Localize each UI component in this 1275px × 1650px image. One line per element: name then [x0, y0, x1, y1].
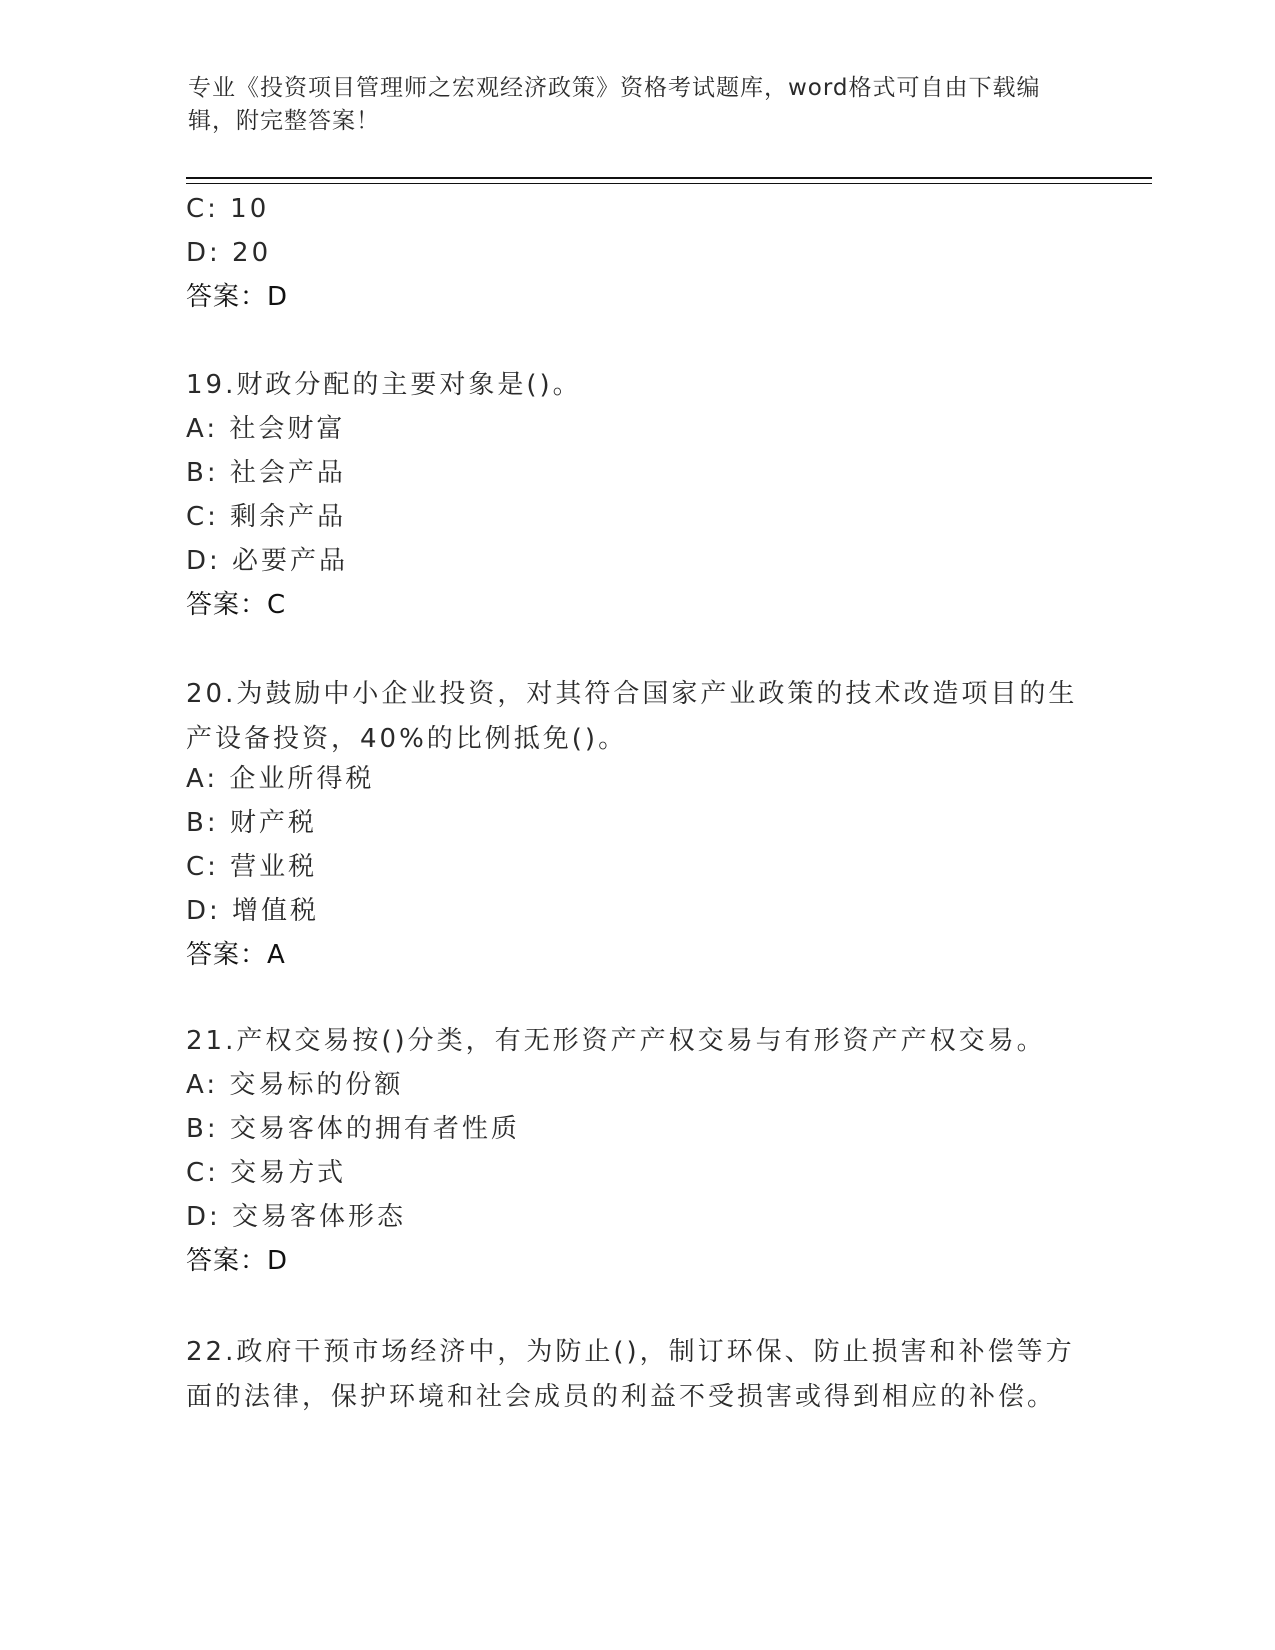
- q19-option-b: B: 社会产品: [186, 458, 346, 488]
- q18-option-c: C: 10: [186, 194, 270, 224]
- q21-stem: 21.产权交易按()分类，有无形资产产权交易与有形资产产权交易。: [186, 1026, 1046, 1056]
- q21-answer: 答案：D: [186, 1246, 289, 1276]
- q20-option-b: B: 财产税: [186, 808, 317, 838]
- q21-option-d: D: 交易客体形态: [186, 1202, 407, 1232]
- q19-option-d: D: 必要产品: [186, 546, 349, 576]
- header-divider-thin: [186, 183, 1152, 184]
- q19-stem: 19.财政分配的主要对象是()。: [186, 370, 582, 400]
- q20-option-d: D: 增值税: [186, 896, 320, 926]
- q19-option-c: C: 剩余产品: [186, 502, 347, 532]
- header-divider-thick: [186, 177, 1152, 179]
- q20-answer: 答案：A: [186, 940, 286, 970]
- q20-stem: 20.为鼓励中小企业投资，对其符合国家产业政策的技术改造项目的生产设备投资，40%的比例抵免()。: [186, 679, 1078, 754]
- document-header: 专业《投资项目管理师之宏观经济政策》资格考试题库，word格式可自由下载编辑，附完整答案！: [188, 75, 1041, 134]
- q22-stem: 22.政府干预市场经济中，为防止()，制订环保、防止损害和补偿等方面的法律，保护环境和社会成员的利益不受损害或得到相应的补偿。: [186, 1337, 1075, 1412]
- q18-answer: 答案：D: [186, 282, 289, 312]
- q21-option-a: A: 交易标的份额: [186, 1070, 404, 1100]
- q19-answer: 答案：C: [186, 590, 287, 620]
- q21-option-c: C: 交易方式: [186, 1158, 347, 1188]
- q21-option-b: B: 交易客体的拥有者性质: [186, 1114, 520, 1144]
- q18-option-d: D: 20: [186, 238, 272, 268]
- q19-option-a: A: 社会财富: [186, 414, 346, 444]
- q20-option-c: C: 营业税: [186, 852, 318, 882]
- q20-option-a: A: 企业所得税: [186, 764, 375, 794]
